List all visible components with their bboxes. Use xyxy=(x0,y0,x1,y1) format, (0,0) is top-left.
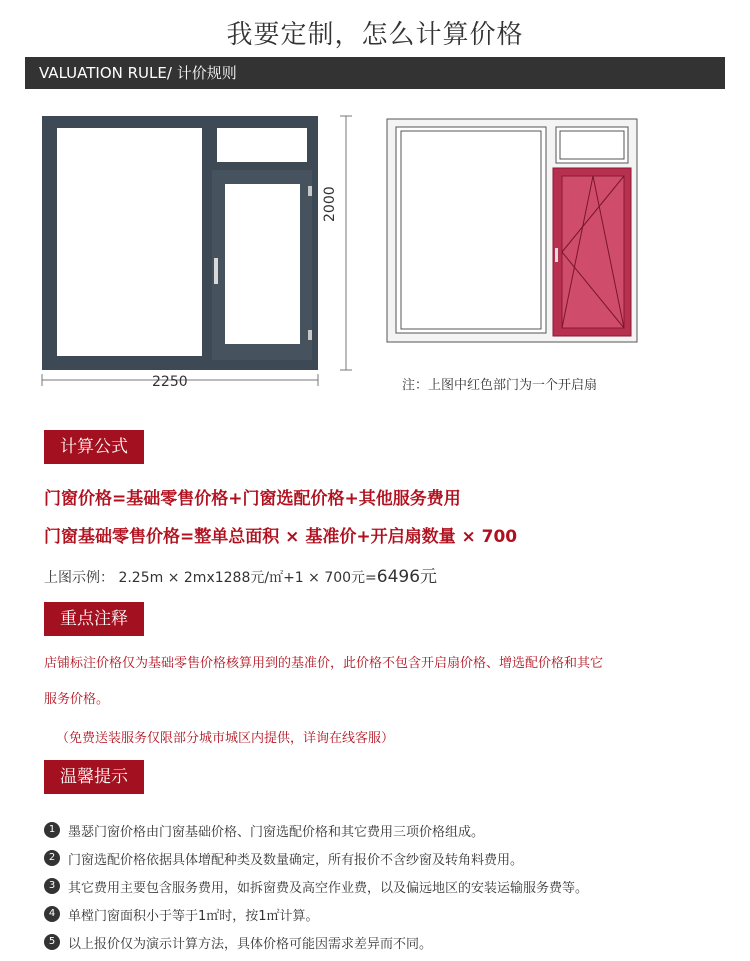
list-item xyxy=(44,872,588,900)
formula-line-2: 门窗基础零售价格=整单总面积 × 基准价+开启扇数量 × 700 xyxy=(44,527,518,547)
formula-example xyxy=(44,562,437,587)
number-badge: 2 xyxy=(44,850,60,866)
height-dimension-line xyxy=(340,116,352,370)
tips-tag: 温馨提示 xyxy=(44,760,144,794)
keypoint-line-2: 服务价格。 xyxy=(44,692,110,707)
window-photo xyxy=(42,116,318,370)
tips-list xyxy=(44,816,588,956)
tip-text: 以上报价仅为演示计算方法，具体价格可能因需求差异而不同。 xyxy=(68,936,433,952)
window-schematic xyxy=(387,119,637,342)
number-badge: 1 xyxy=(44,822,60,838)
list-item xyxy=(44,928,588,956)
width-label: 2250 xyxy=(152,374,188,390)
formula-tag: 计算公式 xyxy=(44,430,144,464)
tip-text: 墨瑟门窗价格由门窗基础价格、门窗选配价格和其它费用三项价格组成。 xyxy=(68,824,485,840)
keypoint-line-3: （免费送装服务仅限部分城市城区内提供，详询在线客服） xyxy=(56,731,395,746)
diagram-note: 注：上图中红色部门为一个开启扇 xyxy=(402,378,598,393)
list-item xyxy=(44,900,588,928)
number-badge: 3 xyxy=(44,878,60,894)
formula-line-1: 门窗价格=基础零售价格+门窗选配价格+其他服务费用 xyxy=(44,489,461,509)
section-banner: VALUATION RULE/ 计价规则 xyxy=(25,57,725,89)
example-prefix: 上图示例： xyxy=(44,570,114,586)
page-title: 我要定制，怎么计算价格 xyxy=(226,20,524,50)
keypoints-tag: 重点注释 xyxy=(44,602,144,636)
window-diagram xyxy=(0,100,750,400)
tip-text: 其它费用主要包含服务费用，如拆窗费及高空作业费，以及偏远地区的安装运输服务费等。 xyxy=(68,880,589,896)
tip-text: 单樘门窗面积小于等于1㎡时，按1㎡计算。 xyxy=(68,908,319,924)
number-badge: 5 xyxy=(44,934,60,950)
keypoint-line-1: 店铺标注价格仅为基础零售价格核算用到的基准价，此价格不包含开启扇价格、增选配价格和其它 xyxy=(44,656,604,671)
example-result: 6496元 xyxy=(376,567,438,587)
tip-text: 门窗选配价格依据具体增配种类及数量确定，所有报价不含纱窗及转角料费用。 xyxy=(68,852,524,868)
number-badge: 4 xyxy=(44,906,60,922)
height-label: 2000 xyxy=(322,186,338,222)
example-calc: 2.25m × 2mx1288元/㎡+1 × 700元= xyxy=(118,570,377,586)
list-item xyxy=(44,816,588,844)
list-item xyxy=(44,844,588,872)
